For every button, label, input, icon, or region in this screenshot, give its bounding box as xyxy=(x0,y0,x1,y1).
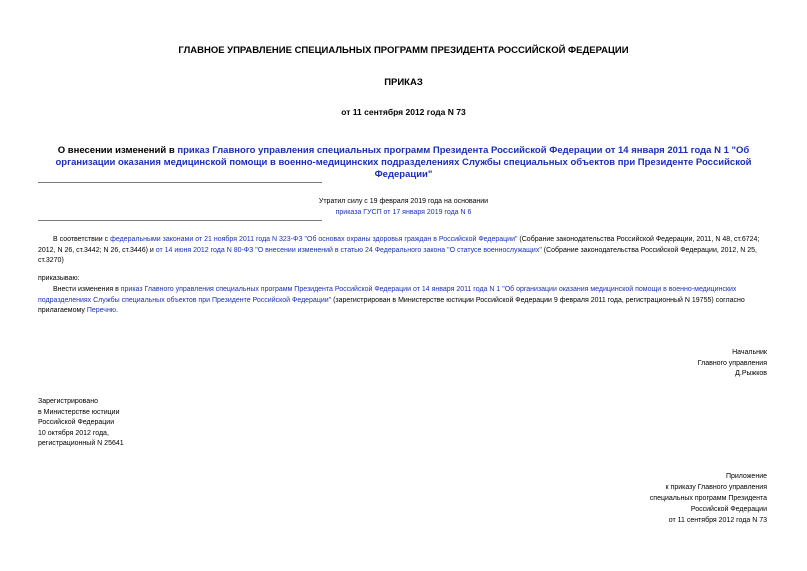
issuer-title: ГЛАВНОЕ УПРАВЛЕНИЕ СПЕЦИАЛЬНЫХ ПРОГРАММ ПРЕЗИДЕНТА РОССИЙСКОЙ ФЕДЕРАЦИИ xyxy=(178,45,629,56)
annex-line-4: Российской Федерации xyxy=(690,506,767,513)
annex-line-3: специальных программ Президента xyxy=(649,495,767,502)
divider-bottom xyxy=(38,220,322,221)
registration-date: 10 октября 2012 года, xyxy=(38,429,109,437)
federal-law-80-link[interactable]: от 14 июня 2012 года N 80-ФЗ "О внесении изменений в статью 24 Федерального закона "О статусе военнослужащих" xyxy=(155,246,542,254)
registration-line-3: Российской Федерации xyxy=(38,419,115,426)
registration-line-1: Зарегистрировано xyxy=(38,398,98,405)
registration-line-2: в Министерстве юстиции xyxy=(38,408,120,416)
order-paragraph xyxy=(38,285,771,317)
preamble-paragraph xyxy=(38,235,771,267)
signature-name: Д.Рыжков xyxy=(735,370,767,377)
preamble-text-1: В соответствии с xyxy=(53,236,111,243)
document-date-number: от 11 сентября 2012 года N 73 xyxy=(341,107,466,117)
order-text-1: Внести изменения в xyxy=(53,286,121,293)
annex-header-block xyxy=(650,471,767,526)
divider-top xyxy=(38,182,322,183)
order-text-3: . xyxy=(116,307,119,314)
preamble-text-3: (Собрание законодательства Российской Федерации, 2012, N 25, ст.3270) xyxy=(38,246,757,264)
registration-block xyxy=(38,397,124,450)
registration-number: регистрационный N 25641 xyxy=(38,440,124,447)
signature-block xyxy=(698,348,767,380)
annex-list-link[interactable]: Перечню xyxy=(86,307,117,314)
subject-amended-order-link[interactable]: приказ Главного управления специальных программ Президента Российской Федерации от 14 января 2011 года N 1 "Об организации оказания медицинской помощи в военно-медицинских подразделениях Службы специальных объектов при Президенте Российской Федерации" xyxy=(55,145,752,180)
document-subject xyxy=(40,145,767,181)
signature-position: Начальник xyxy=(732,349,767,356)
order-text-2: (зарегистрирован в Министерстве юстиции Российской Федерации 9 февраля 2011 года, регистрационный N 19755) согласно прилагаемому xyxy=(38,296,745,314)
subject-prefix: О внесении изменений в xyxy=(57,145,178,156)
annex-line-2: к приказу Главного управления xyxy=(665,484,767,491)
order-amended-link[interactable]: приказ Главного управления специальных программ Президента Российской Федерации от 14 января 2011 года N 1 "Об организации оказания медицинской помощи в военно-медицинских подразделениях Службы специальных объектов при Президенте Российской Федерации" xyxy=(38,286,737,304)
document-type: ПРИКАЗ xyxy=(384,77,423,88)
signature-organization: Главного управления xyxy=(697,359,767,367)
annex-line-5: от 11 сентября 2012 года N 73 xyxy=(668,517,767,524)
order-label: приказываю: xyxy=(38,275,80,282)
status-note-link-line xyxy=(0,207,807,218)
status-note-text: Утратил силу с 19 февраля 2019 года на основании xyxy=(318,198,489,205)
repealing-order-link[interactable]: приказа ГУСП от 17 января 2019 года N 6 xyxy=(335,209,472,216)
federal-law-323-link[interactable]: федеральными законами от 21 ноября 2011 года N 323-ФЗ "Об основах охраны здоровья граждан в Российской Федерации" xyxy=(110,236,518,243)
preamble-text-2: (Собрание законодательства Российской Федерации, 2011, N 48, ст.6724; 2012, N 26, ст.3442; N 26, ст.3446) и xyxy=(38,236,760,254)
annex-title: Приложение xyxy=(725,473,767,480)
